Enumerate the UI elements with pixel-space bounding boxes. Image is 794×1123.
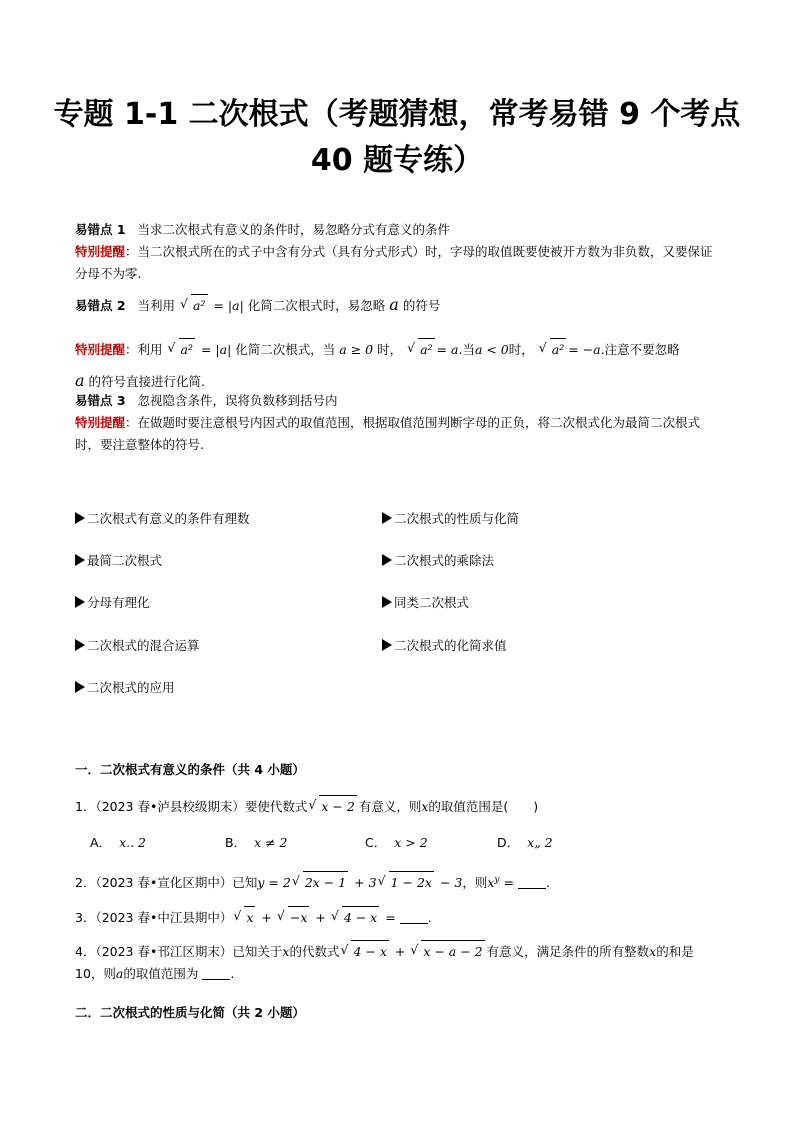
category-item: 二次根式的应用 (75, 678, 175, 698)
error-point-2-end: 的符号 (402, 298, 441, 313)
tip-3-text: ：在做题时要注意根号内因式的取值范围，根据取值范围判断字母的正负，将二次根式化为最简二次根式时，要注意整体的符号. (75, 415, 701, 452)
var-a-2: a (75, 371, 85, 390)
error-point-2-post: 化简二次根式时，易忽略 (247, 298, 386, 313)
tip-2-eq1: √ a² = a (406, 342, 458, 357)
arrow-right-icon (382, 554, 392, 566)
sqrt-a-squared-formula: √ a² = |a| (179, 298, 244, 313)
tip-3 (75, 412, 725, 456)
tip-1 (75, 241, 725, 285)
q1-option-a[interactable]: A． x.. 2 (90, 835, 146, 850)
error-point-3-text: 忽视隐含条件，误将负数移到括号内 (137, 393, 338, 408)
title-line-1: 专题 1-1 二次根式（考题猜想，常考易错 9 个考点 (53, 97, 741, 132)
error-point-2-pre: 当利用 (137, 298, 176, 313)
tip-2-end: .注意不要忽略 (600, 342, 680, 357)
tip-1-label: 特别提醒 (75, 244, 126, 259)
error-point-1-text: 当求二次根式有意义的条件时，易忽略分式有意义的条件 (137, 222, 451, 237)
arrow-right-icon (75, 596, 85, 608)
arrow-right-icon (75, 554, 85, 566)
category-item: 二次根式的混合运算 (75, 636, 200, 656)
arrow-right-icon (75, 681, 85, 693)
question-4: 4．（2023 春•邗江区期末）已知关于x的代数式√ 4 − x + √ x − a − 2 有意义，满足条件的所有整数x的和是 10，则a的取值范围为 . (75, 940, 725, 985)
error-point-3 (75, 390, 725, 412)
arrow-right-icon (75, 639, 85, 651)
tip-2 (75, 338, 725, 361)
tip-3-label: 特别提醒 (75, 415, 126, 430)
question-3: 3．（2023 春•中江县期中）√ x + √ −x + √ 4 − x = . (75, 906, 725, 929)
category-item: 同类二次根式 (382, 593, 469, 613)
error-point-1-label: 易错点 1 (75, 222, 126, 237)
category-item: 二次根式的化简求值 (382, 636, 507, 656)
q1-option-d[interactable]: D． x„ 2 (497, 835, 553, 850)
category-item: 最简二次根式 (75, 551, 162, 571)
question-1: 1．（2023 春•泸县校级期末）要使代数式√ x − 2 有意义，则x的取值范围是( ) (75, 795, 725, 818)
tip-2-cond2: a < 0 (474, 342, 509, 357)
q4-answer-blank[interactable] (202, 966, 230, 980)
arrow-right-icon (382, 639, 392, 651)
tip-2-cond1: a ≥ 0 (339, 342, 374, 357)
question-2: 2．（2023 春•宣化区期中）已知y = 2√ 2x − 1 + 3√ 1 − 2x − 3，则$x^y$ = . (75, 869, 725, 894)
error-point-2 (75, 294, 725, 317)
tip-2-label: 特别提醒 (75, 342, 126, 357)
section-heading-1: 一．二次根式有意义的条件（共 4 小题） (75, 762, 305, 777)
tip-2-end2: 的符号直接进行化简. (88, 374, 206, 389)
title-line-2: 40 题专练） (310, 143, 484, 178)
q1-option-b[interactable]: B． x ≠ 2 (225, 835, 288, 850)
tip-2-c2: .当 (458, 342, 475, 357)
tip-2-formula: √ a² = |a| (167, 342, 232, 357)
q2-answer-blank[interactable] (518, 875, 546, 889)
tip-2-c1: 时， (377, 342, 403, 357)
tip-2-pre: ：利用 (125, 342, 163, 357)
q3-answer-blank[interactable] (400, 910, 428, 924)
category-item: 二次根式有意义的条件有理数 (75, 509, 250, 529)
tip-2-mid: 化简二次根式，当 (235, 342, 336, 357)
arrow-right-icon (75, 512, 85, 524)
section-heading-2: 二．二次根式的性质与化简（共 2 小题） (75, 1005, 305, 1020)
q1-option-c[interactable]: C． x > 2 (365, 835, 428, 850)
category-item: 分母有理化 (75, 593, 150, 613)
arrow-right-icon (382, 512, 392, 524)
error-point-2-label: 易错点 2 (75, 298, 126, 313)
tip-2-eq2: √ a² = −a (538, 342, 601, 357)
error-point-1 (75, 219, 725, 241)
page-title (40, 92, 754, 184)
category-item: 二次根式的乘除法 (382, 551, 494, 571)
tip-2-c3: 时， (508, 342, 534, 357)
error-point-3-label: 易错点 3 (75, 393, 126, 408)
var-a: a (389, 295, 399, 314)
category-item: 二次根式的性质与化简 (382, 509, 519, 529)
arrow-right-icon (382, 596, 392, 608)
tip-1-text: ：当二次根式所在的式子中含有分式（具有分式形式）时，字母的取值既要使被开方数为非负数，又要保证分母不为零. (75, 244, 713, 281)
q1-radical: √ x − 2 (309, 795, 356, 818)
